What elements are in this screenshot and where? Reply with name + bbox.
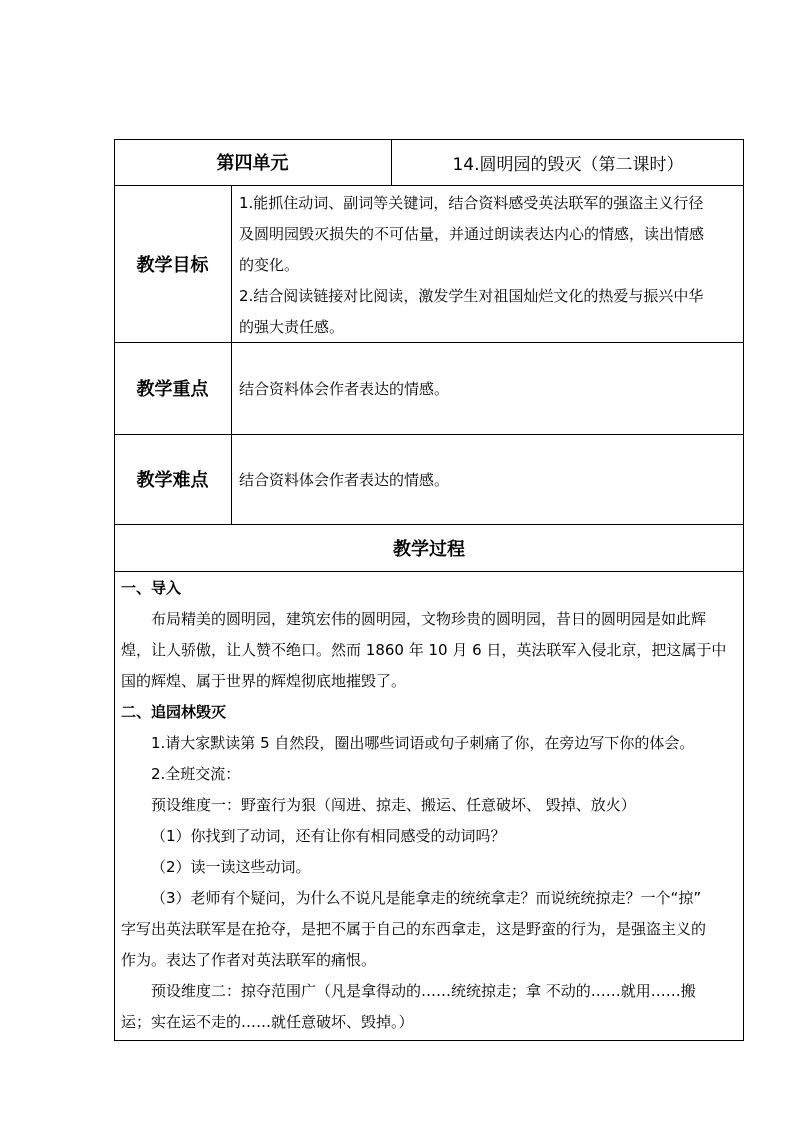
step-item: 2.全班交流： [151, 765, 241, 783]
process-content [114, 572, 744, 1040]
key-point-text: 结合资料体会作者表达的情感。 [239, 379, 450, 398]
question-line: 作为。表达了作者对英法联军的痛恨。 [121, 951, 377, 969]
lesson-plan-table [114, 139, 744, 1041]
section-heading: 一、导入 [121, 579, 182, 597]
difficulty-label: 教学难点 [136, 470, 209, 491]
step-item: 1.请大家默读第 5 自然段，圈出哪些词语或句子刺痛了你，在旁边写下你的体会。 [151, 734, 695, 752]
question-line: （3）老师有个疑问，为什么不说凡是能拿走的统统拿走？而说统统掠走？一个“掠” [151, 889, 702, 907]
objectives-line: 的强大责任感。 [239, 318, 345, 336]
objectives-line: 的变化。 [239, 256, 300, 274]
unit-title: 第四单元 [216, 153, 289, 174]
process-title: 教学过程 [393, 538, 465, 560]
intro-line: 布局精美的圆明园，建筑宏伟的圆明园，文物珍贵的圆明园，昔日的圆明园是如此辉 [151, 610, 707, 628]
lesson-title: 14.圆明园的毁灭（第二课时） [452, 154, 684, 175]
question-line: 字写出英法联军是在抢夺，是把不属于自己的东西拿走，这是野蛮的行为，是强盗主义的 [121, 920, 707, 938]
difficulty-text: 结合资料体会作者表达的情感。 [239, 470, 450, 489]
objectives-line: 1.能抓住动词、副词等关键词，结合资料感受英法联军的强盗主义行径 [239, 194, 704, 212]
intro-line: 国的辉煌、属于世界的辉煌彻底地摧毁了。 [121, 672, 407, 690]
intro-line: 煌，让人骄傲，让人赞不绝口。然而 1860 年 10 月 6 日，英法联军入侵北京，把这属于中 [121, 641, 727, 659]
key-point-label: 教学重点 [136, 379, 209, 400]
objectives-content [232, 186, 744, 342]
objectives-label: 教学目标 [136, 254, 209, 276]
dimension-line: 预设维度二：掠夺范围广（凡是拿得动的……统统掠走；拿 不动的……就用……搬 [151, 982, 696, 1000]
dimension-line: 运；实在运不走的……就任意破坏、毁掉。） [121, 1013, 414, 1031]
table-border-bottom [114, 1040, 744, 1041]
dimension-line: 预设维度一：野蛮行为狠（闯进、掠走、搬运、任意破坏、 毁掉、放火） [151, 796, 636, 814]
objectives-line: 2.结合阅读链接对比阅读，激发学生对祖国灿烂文化的热爱与振兴中华 [239, 287, 704, 305]
question-line: （1）你找到了动词，还有让你有相同感受的动词吗？ [151, 827, 506, 845]
question-line: （2）读一读这些动词。 [151, 858, 311, 876]
objectives-line: 及圆明园毁灭损失的不可估量，并通过朗读表达内心的情感，读出情感 [239, 225, 705, 243]
section-heading: 二、追园林毁灭 [121, 703, 227, 721]
